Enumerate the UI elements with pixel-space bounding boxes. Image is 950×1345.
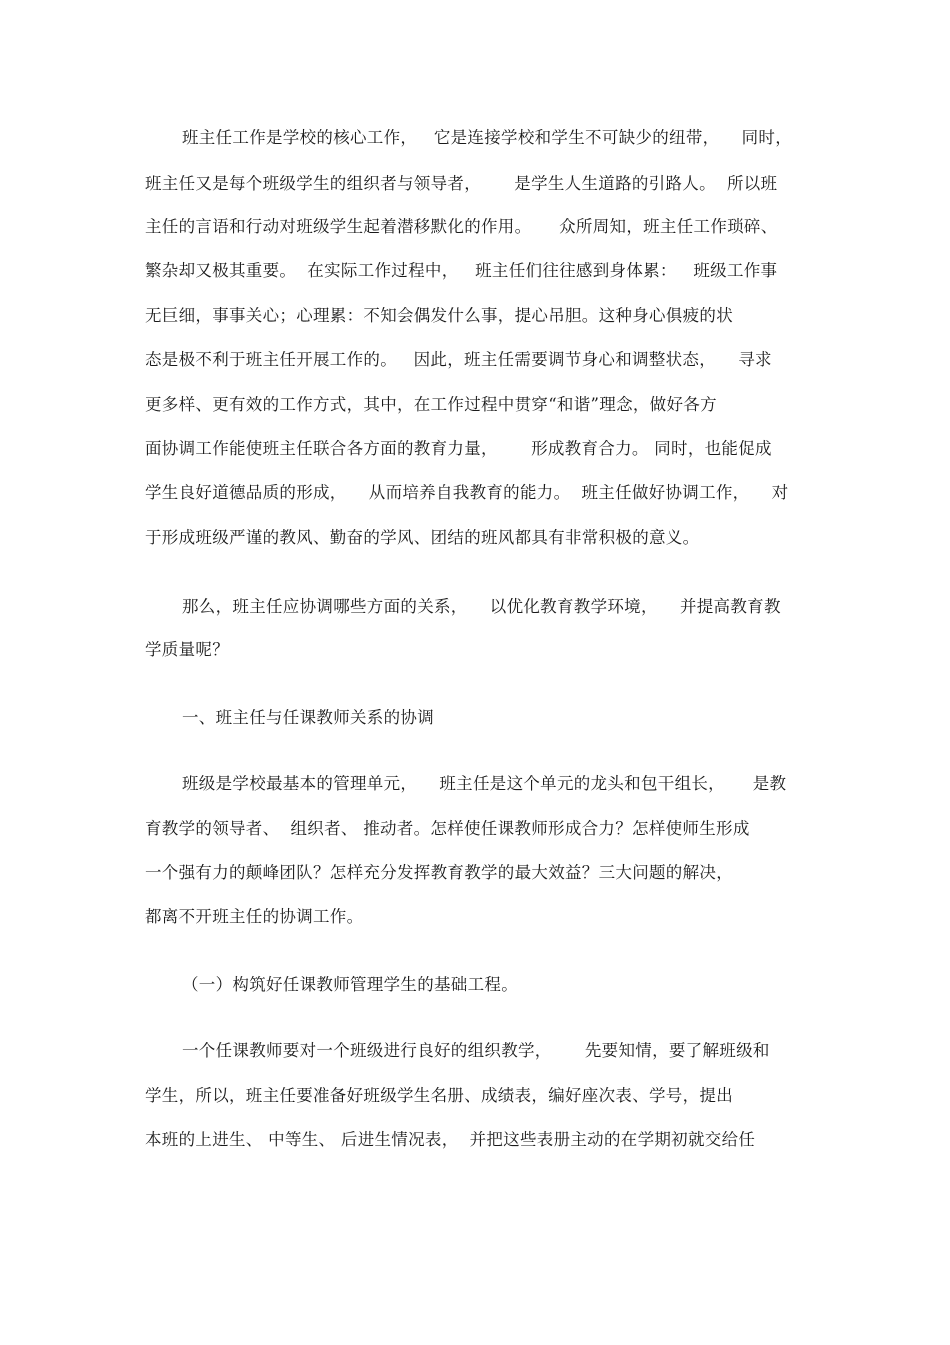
paragraph-4-line-3: 本班的上进生、 中等生、 后进生情况表， 并把这些表册主动的在学期初就交给任 (145, 1130, 756, 1149)
paragraph-2-line-1: 那么，班主任应协调哪些方面的关系， 以优化教育教学环境， 并提高教育教 (182, 597, 781, 616)
paragraph-3-line-3: 一个强有力的颠峰团队？怎样充分发挥教育教学的最大效益？三大问题的解决， (145, 863, 733, 882)
paragraph-3-line-4: 都离不开班主任的协调工作。 (145, 907, 364, 926)
paragraph-1-line-6: 态是极不利于班主任开展工作的。 因此，班主任需要调节身心和调整状态， 寻求 (145, 350, 772, 369)
paragraph-3-line-2: 育教学的领导者、 组织者、 推动者。怎样使任课教师形成合力？怎样使师生形成 (145, 819, 750, 838)
paragraph-1-line-2: 班主任又是每个班级学生的组织者与领导者， 是学生人生道路的引路人。 所以班 (145, 174, 778, 193)
paragraph-1-line-9: 学生良好道德品质的形成， 从而培养自我教育的能力。 班主任做好协调工作， 对 (145, 483, 789, 502)
subsection-heading-1: （一）构筑好任课教师管理学生的基础工程。 (182, 975, 518, 994)
paragraph-1-line-3: 主任的言语和行动对班级学生起着潜移默化的作用。 众所周知，班主任工作琐碎、 (145, 217, 778, 236)
paragraph-1-line-5: 无巨细，事事关心；心理累：不知会偶发什么事，提心吊胆。这种身心俱疲的状 (145, 306, 733, 325)
paragraph-1-line-8: 面协调工作能使班主任联合各方面的教育力量， 形成教育合力。 同时，也能促成 (145, 439, 772, 458)
paragraph-4-line-1: 一个任课教师要对一个班级进行良好的组织教学， 先要知情，要了解班级和 (182, 1041, 770, 1060)
section-heading-1: 一、班主任与任课教师关系的协调 (182, 708, 434, 727)
paragraph-1-line-4: 繁杂却又极其重要。 在实际工作过程中， 班主任们往往感到身体累： 班级工作事 (145, 261, 778, 280)
paragraph-1-line-10: 于形成班级严谨的教风、勤奋的学风、团结的班风都具有非常积极的意义。 (145, 528, 700, 547)
paragraph-1-line-7: 更多样、更有效的工作方式，其中，在工作过程中贯穿“和谐”理念，做好各方 (145, 395, 717, 414)
paragraph-3-line-1: 班级是学校最基本的管理单元， 班主任是这个单元的龙头和包干组长， 是教 (182, 774, 787, 793)
paragraph-1-line-1: 班主任工作是学校的核心工作， 它是连接学校和学生不可缺少的纽带， 同时， (182, 128, 793, 147)
paragraph-4-line-2: 学生，所以，班主任要准备好班级学生名册、成绩表，编好座次表、学号，提出 (145, 1086, 733, 1105)
paragraph-2-line-2: 学质量呢？ (145, 640, 229, 659)
